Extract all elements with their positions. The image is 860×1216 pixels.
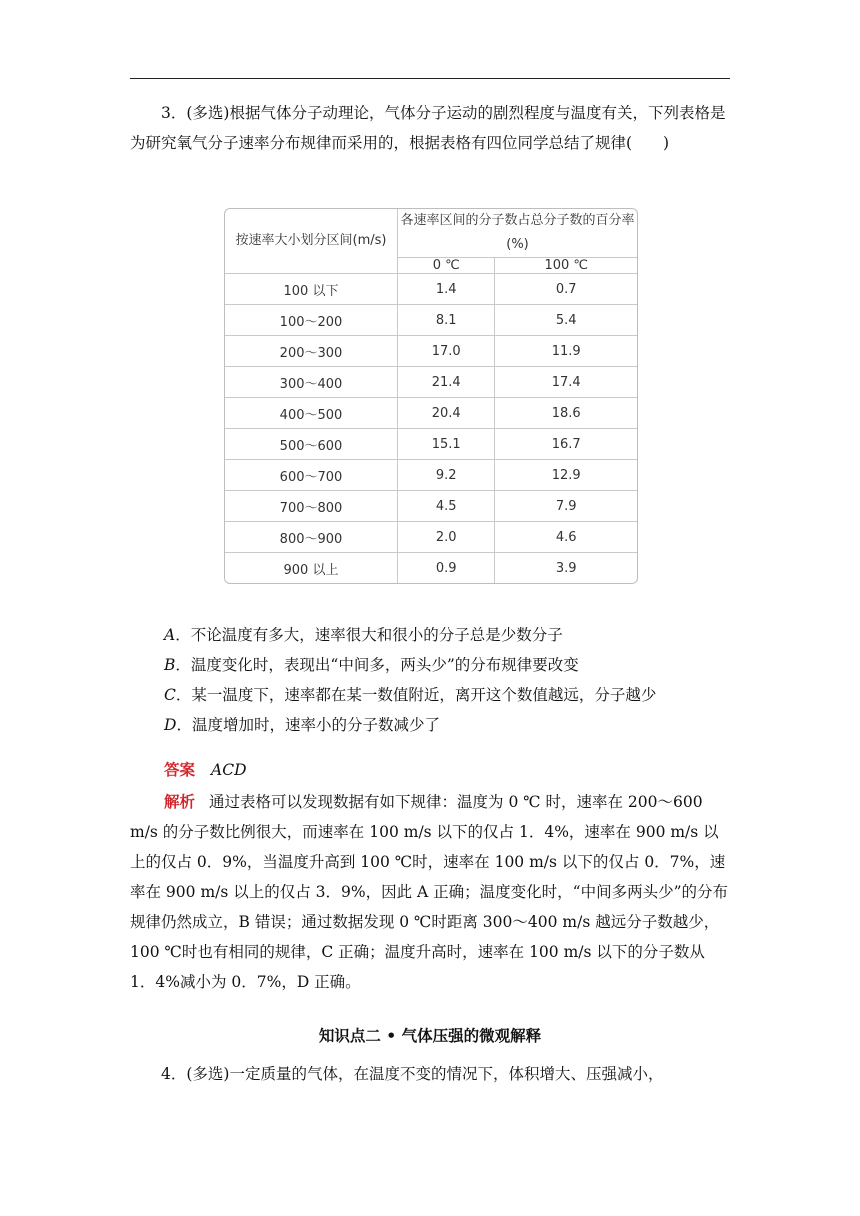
table-body: [225, 274, 637, 584]
cell-percent-100c: 5.4: [495, 305, 637, 336]
cell-percent-100c: 17.4: [495, 367, 637, 398]
header-percentage: 各速率区间的分子数占总分子数的百分率(%): [398, 209, 638, 258]
option-c: [130, 680, 730, 710]
options-list: [130, 620, 730, 740]
cell-percent-100c: 4.6: [495, 522, 637, 553]
cell-speed-range: 800～900: [225, 522, 398, 553]
option-text: ．某一温度下，速率都在某一数值附近，离开这个数值越远，分子越少: [175, 686, 657, 704]
header-rule: [130, 78, 730, 79]
explanation-text: 通过表格可以发现数据有如下规律：温度为 0 ℃ 时，速率在 200～600 m/s 的分子数比例很大，而速率在 100 m/s 以下的仅占 1．4%，速率在 900 m/s 以上的仅占 0．9%，当温度升高到 100 ℃时，速率在 100 m/s 以下的仅占 0．7%，速率在 900 m/s 以上的仅占 3．9%，因此 A 正确；温度变化时，“中间多两头少”的分布规律仍然成立，B 错误；通过数据发现 0 ℃时距离 300～400 m/s 越远分子数越少，100 ℃时也有相同的规律，C 正确；温度升高时，速率在 100 m/s 以下的分子数从 1．4%减小为 0．7%，D 正确。: [130, 793, 729, 991]
answer-value: ACD: [211, 761, 247, 779]
option-letter: B: [164, 656, 176, 674]
table-row: [225, 429, 637, 460]
cell-percent-0c: 8.1: [398, 305, 495, 336]
cell-percent-100c: 0.7: [495, 274, 637, 305]
option-letter: A: [164, 626, 176, 644]
header-temp-0: 0 ℃: [398, 258, 495, 274]
speed-distribution-table: [224, 208, 638, 584]
option-text: ．温度变化时，表现出“中间多，两头少”的分布规律要改变: [175, 656, 579, 674]
cell-percent-100c: 7.9: [495, 491, 637, 522]
table-row: [225, 553, 637, 583]
table-row: [225, 305, 637, 336]
cell-percent-0c: 9.2: [398, 460, 495, 491]
cell-percent-0c: 2.0: [398, 522, 495, 553]
cell-percent-0c: 4.5: [398, 491, 495, 522]
cell-percent-0c: 15.1: [398, 429, 495, 460]
option-text: ．不论温度有多大，速率很大和很小的分子总是少数分子: [175, 626, 563, 644]
cell-speed-range: 400～500: [225, 398, 398, 429]
cell-percent-0c: 0.9: [398, 553, 495, 583]
cell-percent-0c: 17.0: [398, 336, 495, 367]
option-letter: C: [164, 686, 176, 704]
answer-line: [130, 755, 764, 785]
table-row: [225, 491, 637, 522]
cell-percent-0c: 20.4: [398, 398, 495, 429]
table-row: [225, 522, 637, 553]
question-4-text: 4．(多选)一定质量的气体，在温度不变的情况下，体积增大、压强减小，: [161, 1065, 664, 1083]
option-b: [130, 650, 730, 680]
option-letter: D: [164, 716, 177, 734]
cell-percent-100c: 12.9: [495, 460, 637, 491]
cell-speed-range: 200～300: [225, 336, 398, 367]
cell-speed-range: 300～400: [225, 367, 398, 398]
cell-percent-100c: 3.9: [495, 553, 637, 583]
cell-speed-range: 600～700: [225, 460, 398, 491]
table-row: [225, 398, 637, 429]
cell-percent-100c: 11.9: [495, 336, 637, 367]
cell-percent-100c: 16.7: [495, 429, 637, 460]
question-3-text: 3．(多选)根据气体分子动理论，气体分子运动的剧烈程度与温度有关，下列表格是为研究氧气分子速率分布规律而采用的，根据表格有四位同学总结了规律( ): [130, 104, 726, 152]
header-speed-range: 按速率大小划分区间(m/s): [225, 209, 398, 274]
option-d: [130, 710, 730, 740]
table-row: [225, 336, 637, 367]
data-table: [225, 209, 637, 583]
cell-speed-range: 500～600: [225, 429, 398, 460]
table-row: [225, 367, 637, 398]
option-a: [130, 620, 730, 650]
header-temp-100: 100 ℃: [495, 258, 637, 274]
cell-speed-range: 100～200: [225, 305, 398, 336]
explanation-label: 解析: [164, 793, 196, 811]
cell-speed-range: 100 以下: [225, 274, 398, 305]
cell-speed-range: 900 以上: [225, 553, 398, 583]
table-row: [225, 460, 637, 491]
cell-percent-0c: 21.4: [398, 367, 495, 398]
answer-label: 答案: [164, 761, 196, 779]
cell-percent-100c: 18.6: [495, 398, 637, 429]
table-row: [225, 274, 637, 305]
section-title: 知识点二 • 气体压强的微观解释: [318, 1027, 542, 1045]
explanation-paragraph: [130, 787, 730, 997]
cell-percent-0c: 1.4: [398, 274, 495, 305]
option-text: ．温度增加时，速率小的分子数减少了: [176, 716, 440, 734]
cell-speed-range: 700～800: [225, 491, 398, 522]
